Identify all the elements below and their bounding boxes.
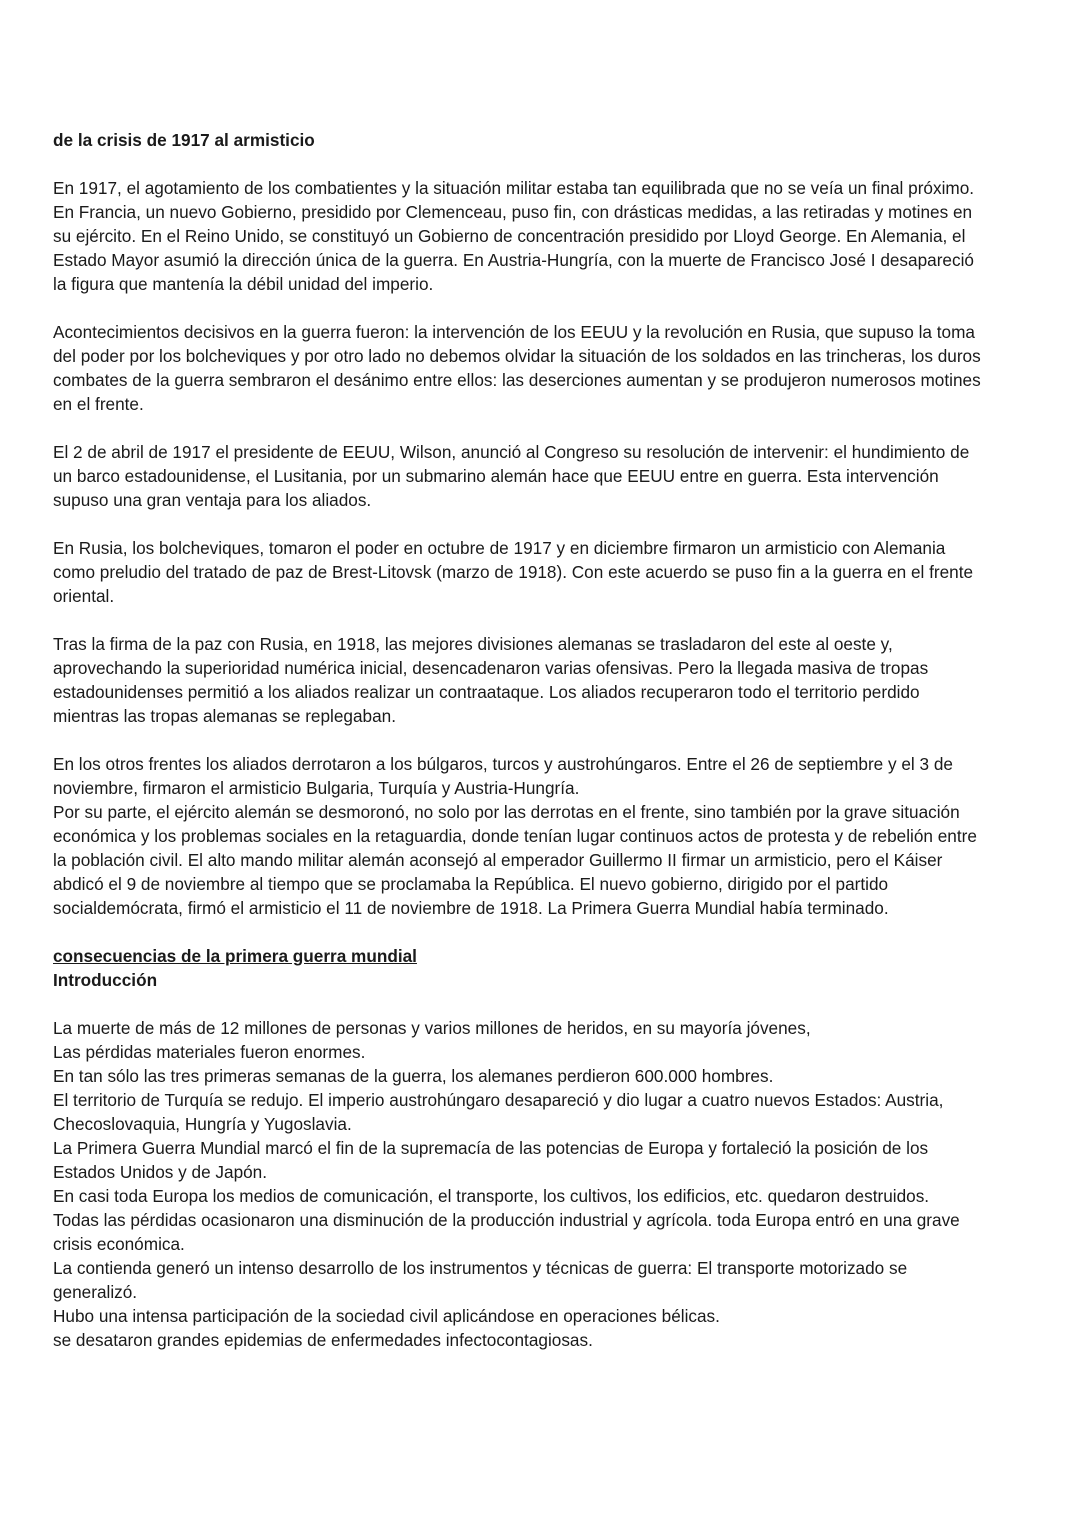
text-line: un barco estadounidense, el Lusitania, por un submarino alemán hace que EEUU entre en guerra. Esta intervención [53, 466, 939, 486]
text-line: Checoslovaquia, Hungría y Yugoslavia. [53, 1114, 352, 1134]
paragraph-consequences [53, 1016, 1038, 1352]
section-title-consecuencias: consecuencias de la primera guerra mundial [53, 946, 417, 966]
paragraph-decisive-events [53, 320, 1038, 416]
text-line: aprovechando la superioridad numérica inicial, desencadenaron varias ofensivas. Pero la llegada masiva de tropas [53, 658, 929, 678]
text-line: En Rusia, los bolcheviques, tomaron el poder en octubre de 1917 y en diciembre firmaron un armisticio con Alemania [53, 538, 946, 558]
text-line: La muerte de más de 12 millones de personas y varios millones de heridos, en su mayoría jóvenes, [53, 1018, 811, 1038]
text-line: Las pérdidas materiales fueron enormes. [53, 1042, 366, 1062]
text-line: noviembre, firmaron el armisticio Bulgaria, Turquía y Austria-Hungría. [53, 778, 580, 798]
paragraph-russia [53, 536, 1038, 608]
section-subtitle-introduccion: Introducción [53, 970, 158, 990]
text-line: Estado Mayor asumió la dirección única de la guerra. En Austria-Hungría, con la muerte de Francisco José I desapareció [53, 250, 974, 270]
text-line: Acontecimientos decisivos en la guerra fueron: la intervención de los EEUU y la revolución en Rusia, que supuso la toma [53, 322, 975, 342]
text-line: En 1917, el agotamiento de los combatientes y la situación militar estaba tan equilibrada que no se veía un final próximo. [53, 178, 975, 198]
text-line: como preludio del tratado de paz de Brest-Litovsk (marzo de 1918). Con este acuerdo se puso fin a la guerra en el frente [53, 562, 974, 582]
text-line: Por su parte, el ejército alemán se desmoronó, no solo por las derrotas en el frente, sino también por la grave situación [53, 802, 960, 822]
text-line: abdicó el 9 de noviembre al tiempo que se proclamaba la República. El nuevo gobierno, dirigido por el partido [53, 874, 889, 894]
text-line: Hubo una intensa participación de la sociedad civil aplicándose en operaciones bélicas. [53, 1306, 720, 1326]
text-line: socialdemócrata, firmó el armisticio el 11 de noviembre de 1918. La Primera Guerra Mundial había terminado. [53, 898, 889, 918]
text-line: El territorio de Turquía se redujo. El imperio austrohúngaro desapareció y dio lugar a cuatro nuevos Estados: Austria, [53, 1090, 944, 1110]
text-line: La Primera Guerra Mundial marcó el fin de la supremacía de las potencias de Europa y fortaleció la posición de los [53, 1138, 929, 1158]
text-line: Todas las pérdidas ocasionaron una disminución de la producción industrial y agrícola. toda Europa entró en una grave [53, 1210, 960, 1230]
text-line: la figura que mantenía la débil unidad del imperio. [53, 274, 434, 294]
text-line: Estados Unidos y de Japón. [53, 1162, 268, 1182]
paragraph-german-offensive [53, 632, 1038, 728]
text-line: generalizó. [53, 1282, 138, 1302]
text-line: En Francia, un nuevo Gobierno, presidido por Clemenceau, puso fin, con drásticas medidas, a las retiradas y motines en [53, 202, 973, 222]
text-line: oriental. [53, 586, 115, 606]
section-title-armisticio: de la crisis de 1917 al armisticio [53, 130, 315, 150]
text-line: El 2 de abril de 1917 el presidente de EEUU, Wilson, anunció al Congreso su resolución de intervenir: el hundimiento de [53, 442, 970, 462]
text-line: En tan sólo las tres primeras semanas de la guerra, los alemanes perdieron 600.000 hombres. [53, 1066, 774, 1086]
paragraph-usa-intervention [53, 440, 1038, 512]
text-line: crisis económica. [53, 1234, 185, 1254]
text-line: Tras la firma de la paz con Rusia, en 1918, las mejores divisiones alemanas se trasladaron del este al oeste y, [53, 634, 893, 654]
text-line: En los otros frentes los aliados derrotaron a los búlgaros, turcos y austrohúngaros. Entre el 26 de septiembre y el 3 de [53, 754, 953, 774]
text-line: La contienda generó un intenso desarrollo de los instrumentos y técnicas de guerra: El transporte motorizado se [53, 1258, 908, 1278]
text-line: la población civil. El alto mando militar alemán aconsejó al emperador Guillermo II firmar un armisticio, pero el Káiser [53, 850, 943, 870]
text-line: estadounidenses permitió a los aliados realizar un contraataque. Los aliados recuperaron todo el territorio perdido [53, 682, 920, 702]
paragraph-armistice [53, 752, 1038, 920]
text-line: mientras las tropas alemanas se replegaban. [53, 706, 396, 726]
document-page [53, 128, 1038, 1352]
text-line: En casi toda Europa los medios de comunicación, el transporte, los cultivos, los edificios, etc. quedaron destruidos. [53, 1186, 930, 1206]
text-line: económica y los problemas sociales en la retaguardia, donde tenían lugar continuos actos de protesta y de rebelión entre [53, 826, 977, 846]
text-line: del poder por los bolcheviques y por otro lado no debemos olvidar la situación de los soldados en las trincheras, los duros [53, 346, 981, 366]
paragraph-1917-situation [53, 176, 1038, 296]
text-line: supuso una gran ventaja para los aliados. [53, 490, 372, 510]
text-line: se desataron grandes epidemias de enfermedades infectocontagiosas. [53, 1330, 593, 1350]
text-line: su ejército. En el Reino Unido, se constituyó un Gobierno de concentración presidido por Lloyd George. En Alemania, el [53, 226, 966, 246]
text-line: combates de la guerra sembraron el desánimo entre ellos: las deserciones aumentan y se produjeron numerosos motines [53, 370, 981, 390]
text-line: en el frente. [53, 394, 144, 414]
